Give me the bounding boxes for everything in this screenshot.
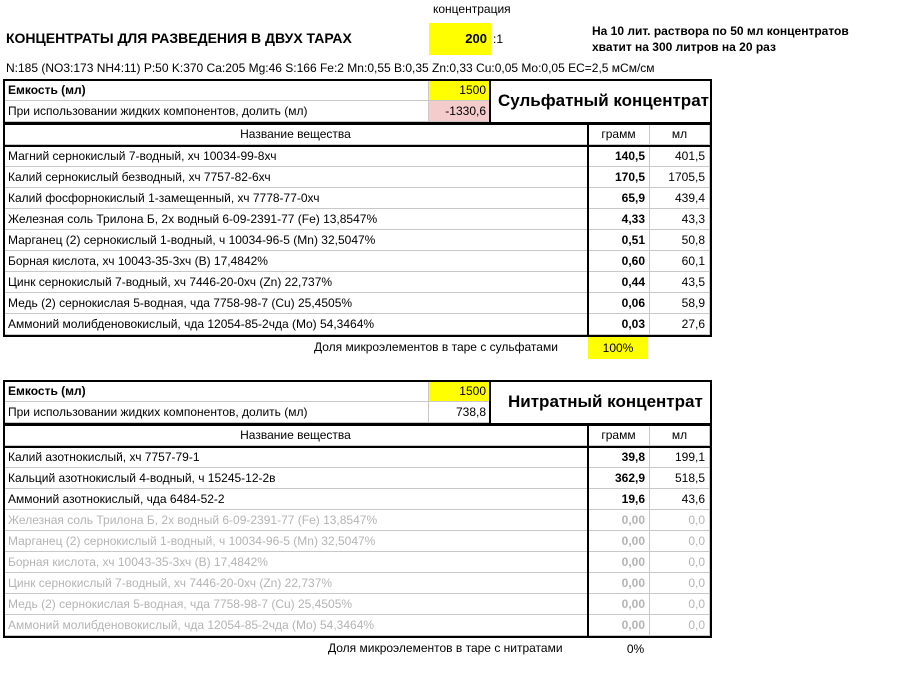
substance-name: Цинк сернокислый 7-водный, хч 7446-20-0хч (Zn) 22,737% [4,272,588,293]
substance-name: Борная кислота, хч 10043-35-3хч (B) 17,4842% [4,251,588,272]
substance-ml[interactable]: 27,6 [650,314,710,335]
substance-ml[interactable]: 439,4 [650,188,710,209]
nutrient-formula: N:185 (NO3:173 NH4:11) P:50 K:370 Ca:205 Mg:46 S:166 Fe:2 Mn:0,55 B:0,35 Zn:0,33 Cu:0,05 Mo:0,05 EC=2,5 мСм/см [6,61,655,75]
sulfate-col-ml-header: мл [650,124,710,145]
nitrate-micro-label: Доля микроэлементов в таре с нитратами [328,641,563,655]
substance-name: Аммоний молибденовокислый, чда 12054-85-2чда (Mo) 54,3464% [4,615,588,636]
substance-name: Калий фосфорнокислый 1-замещенный, хч 7778-77-0хч [4,188,588,209]
substance-name: Медь (2) сернокислая 5-водная, чда 7758-98-7 (Cu) 25,4505% [4,594,588,615]
substance-name: Аммоний азотнокислый, чда 6484-52-2 [4,489,588,510]
nitrate-topup-label: При использовании жидких компонентов, долить (мл) [4,402,429,423]
substance-ml[interactable]: 199,1 [650,447,710,468]
sulfate-name-separator [587,123,589,337]
substance-ml[interactable]: 58,9 [650,293,710,314]
sulfate-topup-value: -1330,6 [429,101,491,122]
substance-name: Борная кислота, хч 10043-35-3хч (B) 17,4842% [4,552,588,573]
substance-grams[interactable]: 4,33 [588,209,650,230]
dilution-note-line1: На 10 лит. раствора по 50 мл концентратов [592,24,849,38]
nitrate-header-underline [3,446,712,448]
sulfate-col-grams-header: грамм [588,124,650,145]
substance-name: Марганец (2) сернокислый 1-водный, ч 10034-96-5 (Mn) 32,5047% [4,230,588,251]
dilution-note-line2: хватит на 300 литров на 20 раз [592,40,776,54]
substance-ml[interactable]: 0,0 [650,615,710,636]
sulfate-capacity-label: Емкость (мл) [4,80,429,101]
substance-grams[interactable]: 0,00 [588,510,650,531]
nitrate-name-separator [587,424,589,638]
substance-ml[interactable]: 0,0 [650,594,710,615]
substance-grams[interactable]: 0,00 [588,552,650,573]
substance-ml[interactable]: 43,6 [650,489,710,510]
substance-name: Медь (2) сернокислая 5-водная, чда 7758-98-7 (Cu) 25,4505% [4,293,588,314]
sulfate-table-frame [3,123,712,337]
substance-name: Калий азотнокислый, хч 7757-79-1 [4,447,588,468]
substance-grams[interactable]: 0,60 [588,251,650,272]
substance-name: Железная соль Трилона Б, 2х водный 6-09-2391-77 (Fe) 13,8547% [4,510,588,531]
substance-ml[interactable]: 50,8 [650,230,710,251]
nitrate-table-frame [3,424,712,638]
substance-grams[interactable]: 170,5 [588,167,650,188]
nitrate-topup-value: 738,8 [429,402,491,423]
substance-grams[interactable]: 362,9 [588,468,650,489]
substance-ml[interactable]: 43,5 [650,272,710,293]
substance-grams[interactable]: 19,6 [588,489,650,510]
substance-ml[interactable]: 60,1 [650,251,710,272]
substance-name: Кальций азотнокислый 4-водный, ч 15245-12-2в [4,468,588,489]
concentration-ratio: :1 [493,32,504,46]
sulfate-col-name-header: Название вещества [4,124,588,145]
nitrate-title-separator [489,380,491,425]
concentration-input[interactable]: 200 [429,23,491,55]
nitrate-capacity-frame [3,380,712,425]
sulfate-micro-label: Доля микроэлементов в таре с сульфатами [314,340,558,354]
sulfate-topup-label: При использовании жидких компонентов, долить (мл) [4,101,429,122]
substance-grams[interactable]: 0,00 [588,531,650,552]
substance-ml[interactable]: 1705,5 [650,167,710,188]
substance-grams[interactable]: 0,00 [588,615,650,636]
sulfate-header-underline [3,145,712,147]
nitrate-micro-value[interactable]: 0% [626,642,645,656]
substance-name: Марганец (2) сернокислый 1-водный, ч 10034-96-5 (Mn) 32,5047% [4,531,588,552]
nitrate-capacity-input[interactable]: 1500 [429,381,491,402]
substance-grams[interactable]: 0,51 [588,230,650,251]
nitrate-col-grams-header: грамм [588,425,650,446]
substance-name: Магний сернокислый 7-водный, хч 10034-99-8хч [4,146,588,167]
substance-ml[interactable]: 43,3 [650,209,710,230]
substance-name: Калий сернокислый безводный, хч 7757-82-6хч [4,167,588,188]
nitrate-capacity-label: Емкость (мл) [4,381,429,402]
substance-grams[interactable]: 0,44 [588,272,650,293]
substance-grams[interactable]: 0,00 [588,594,650,615]
substance-name: Аммоний молибденовокислый, чда 12054-85-2чда (Mo) 54,3464% [4,314,588,335]
substance-grams[interactable]: 65,9 [588,188,650,209]
sulfate-block-title: Сульфатный концентрат [498,91,709,110]
nitrate-col-ml-header: мл [650,425,710,446]
nitrate-col-name-header: Название вещества [4,425,588,446]
substance-ml[interactable]: 0,0 [650,552,710,573]
page-title: КОНЦЕНТРАТЫ ДЛЯ РАЗВЕДЕНИЯ В ДВУХ ТАРАХ [6,30,352,46]
substance-ml[interactable]: 0,0 [650,510,710,531]
sulfate-micro-value[interactable]: 100% [588,337,648,359]
substance-grams[interactable]: 0,00 [588,573,650,594]
sulfate-title-separator [489,79,491,124]
substance-ml[interactable]: 0,0 [650,531,710,552]
substance-grams[interactable]: 39,8 [588,447,650,468]
sulfate-capacity-frame [3,79,712,124]
concentration-label: концентрация [433,2,511,16]
substance-name: Цинк сернокислый 7-водный, хч 7446-20-0хч (Zn) 22,737% [4,573,588,594]
sulfate-capacity-input[interactable]: 1500 [429,80,491,101]
substance-grams[interactable]: 0,06 [588,293,650,314]
nitrate-block-title: Нитратный концентрат [508,392,703,411]
substance-ml[interactable]: 518,5 [650,468,710,489]
substance-ml[interactable]: 0,0 [650,573,710,594]
substance-grams[interactable]: 0,03 [588,314,650,335]
substance-grams[interactable]: 140,5 [588,146,650,167]
substance-ml[interactable]: 401,5 [650,146,710,167]
substance-name: Железная соль Трилона Б, 2х водный 6-09-2391-77 (Fe) 13,8547% [4,209,588,230]
